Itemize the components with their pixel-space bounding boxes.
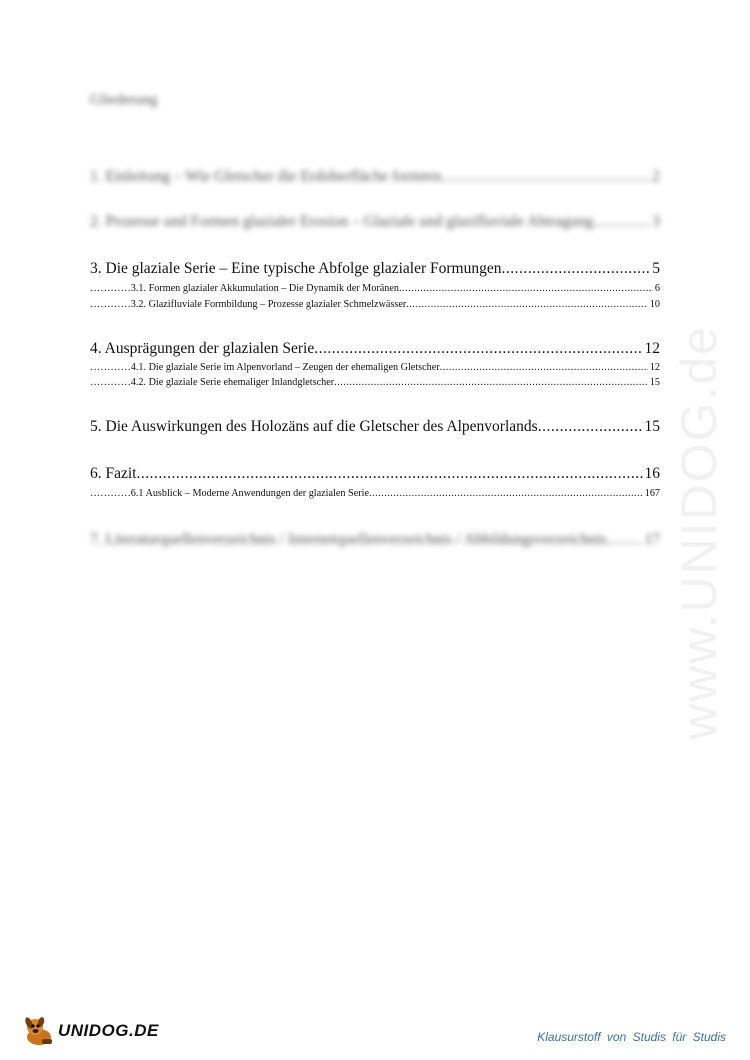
toc-dot-leader — [538, 418, 643, 436]
toc-entry-text: 5. Die Auswirkungen des Holozäns auf die Gletscher des Alpenvorlands — [90, 418, 538, 435]
toc-page-number: 12 — [644, 340, 660, 357]
toc-entry-text: 7. Literaturquellenverzeichnis / Internetquellenverzeichnis / Abbildungsverzeichnis — [90, 531, 607, 548]
toc-leading-dots: ………… — [90, 299, 131, 310]
toc-dot-leader — [440, 362, 648, 373]
toc-leading-dots: ………… — [90, 488, 131, 499]
toc-page-number: 6 — [654, 283, 660, 294]
toc-page-number: 5 — [652, 260, 660, 277]
toc-entry-text: 4.1. Die glaziale Serie im Alpenvorland – Zeugen der ehemaligen Gletscher — [130, 362, 440, 373]
toc-entry-text: 6. Fazit — [90, 465, 137, 482]
toc-dot-leader — [606, 531, 642, 549]
toc-entry-4-1 — [90, 362, 660, 373]
toc-dot-leader — [137, 465, 643, 483]
toc-page-number: 15 — [649, 377, 660, 388]
toc-entry-6-1 — [90, 488, 660, 499]
toc-dot-leader — [501, 260, 650, 278]
toc-page-number: 10 — [649, 299, 660, 310]
toc-entry-text: 4. Ausprägungen der glazialen Serie — [90, 340, 315, 357]
toc-page-number: 3 — [652, 213, 660, 230]
toc-entry-3-2 — [90, 299, 660, 310]
toc-entry-text: 2. Prozesse und Formen glazialer Erosion – Glaziale und glazifluviale Abtragung — [90, 213, 594, 230]
footer-tagline: Klausurstoff von Studis für Studis — [537, 1030, 726, 1044]
toc-entry-text: 6.1 Ausblick – Moderne Anwendungen der glazialen Serie — [130, 488, 369, 499]
toc-page-number: 16 — [644, 465, 660, 482]
toc-entry-5 — [90, 418, 660, 436]
toc-entry-6 — [90, 465, 660, 483]
toc-page-number: 17 — [644, 531, 660, 548]
unidog-logo-link[interactable] — [22, 1015, 159, 1047]
toc-entry-text: 4.2. Die glaziale Serie ehemaliger Inlandgletscher — [130, 377, 335, 388]
toc-dot-leader — [314, 340, 642, 358]
toc-dot-leader — [334, 377, 648, 388]
toc-heading: Gliederung — [90, 92, 158, 108]
toc-entry-7 — [90, 531, 660, 549]
toc-dot-leader — [441, 168, 650, 186]
toc-page-number: 15 — [644, 418, 660, 435]
toc-leading-dots: ………… — [90, 283, 131, 294]
toc-entry-3 — [90, 260, 660, 278]
toc-page-number: 12 — [649, 362, 660, 373]
watermark: www.UNIDOG.de — [671, 325, 727, 740]
toc-entry-text: 1. Einleitung – Wie Gletscher die Erdoberfläche formten — [90, 168, 442, 185]
toc-entry-4-2 — [90, 377, 660, 388]
toc-dot-leader — [399, 283, 653, 294]
toc-entry-text: 3.1. Formen glazialer Akkumulation – Die Dynamik der Moränen — [130, 283, 399, 294]
toc-entry-1 — [90, 168, 660, 186]
toc-leading-dots: ………… — [90, 362, 131, 373]
toc-entry-2 — [90, 213, 660, 231]
toc-dot-leader — [593, 213, 650, 231]
toc-page-number: 2 — [652, 168, 660, 185]
toc-dot-leader — [369, 488, 643, 499]
toc-entry-text: 3.2. Glazifluviale Formbildung – Prozesse glazialer Schmelzwässer — [130, 299, 407, 310]
toc-entry-4 — [90, 340, 660, 358]
toc-entry-3-1 — [90, 283, 660, 294]
toc-dot-leader — [406, 299, 648, 310]
toc-leading-dots: ………… — [90, 377, 131, 388]
toc-page-number: 167 — [644, 488, 660, 499]
toc-entry-text: 3. Die glaziale Serie – Eine typische Abfolge glazialer Formungen — [90, 260, 502, 277]
logo-text: UNIDOG.DE — [58, 1021, 159, 1040]
dog-mascot-icon — [22, 1015, 56, 1047]
